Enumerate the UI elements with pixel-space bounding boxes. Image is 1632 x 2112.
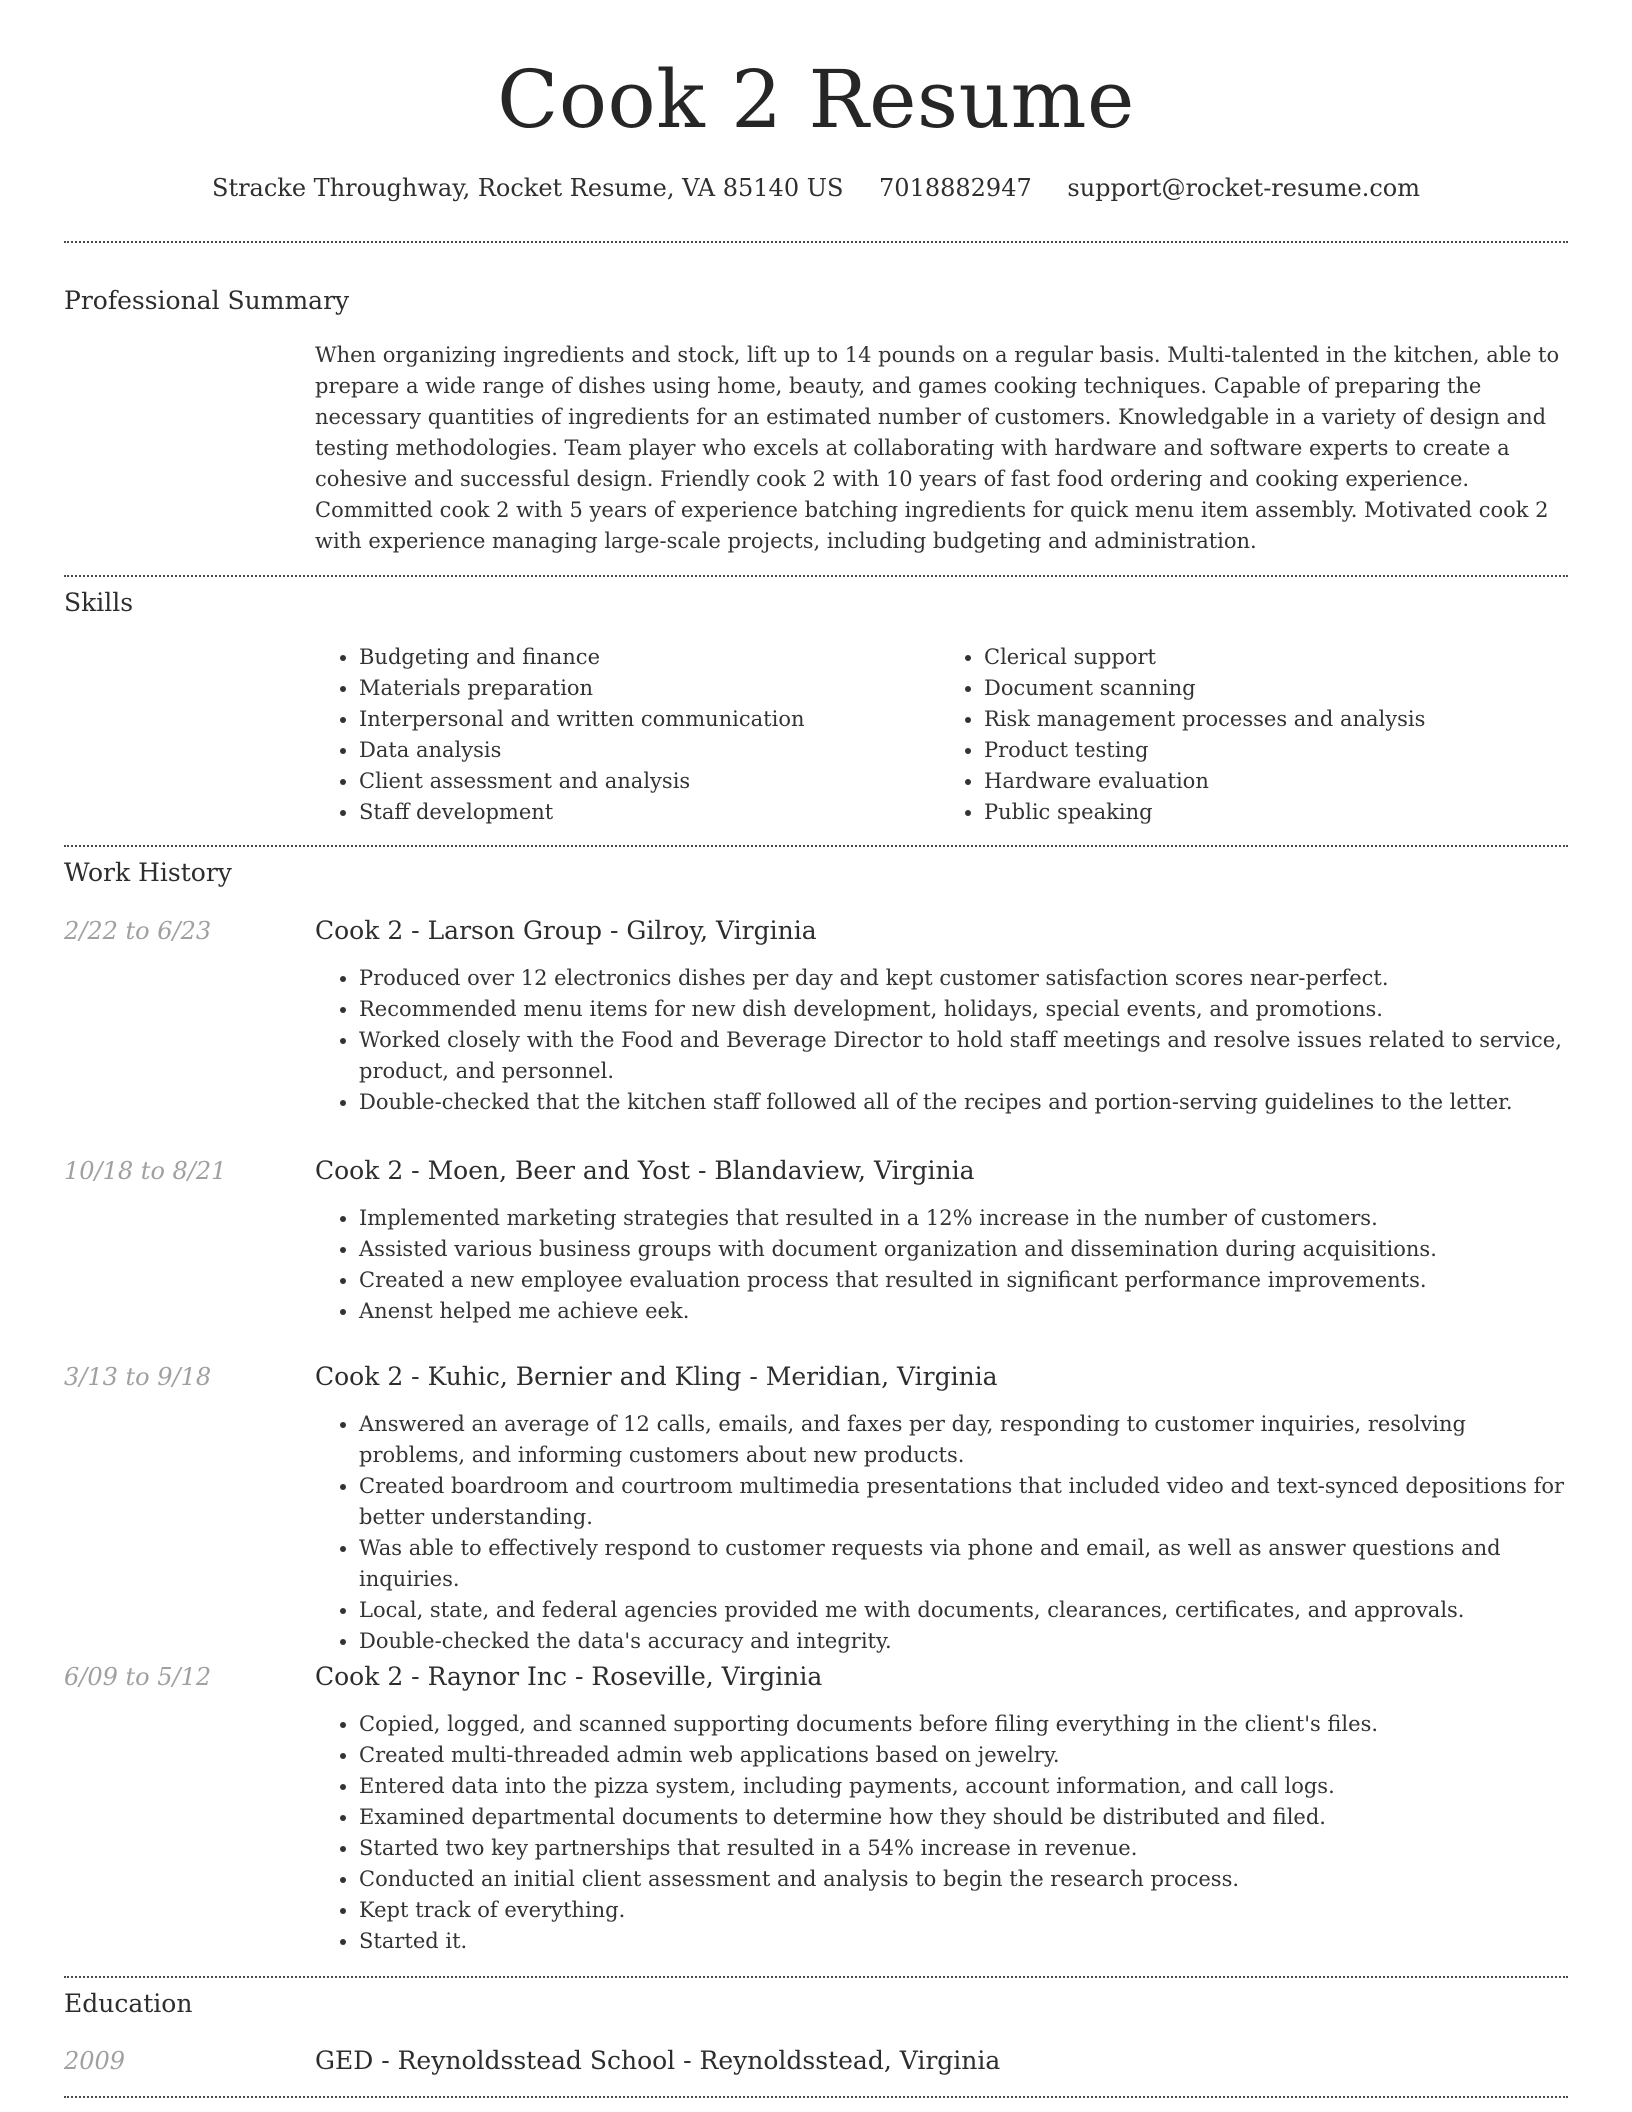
resume-title: Cook 2 Resume bbox=[497, 53, 1135, 146]
job-bullet: • Local, state, and federal agencies provided me with documents, clearances, certificates, and approvals. bbox=[359, 1595, 1568, 1626]
job-bullet: • Entered data into the pizza system, including payments, account information, and call logs. bbox=[359, 1771, 1568, 1802]
job-date: 10/18 to 8/21 bbox=[64, 1157, 227, 1185]
contact-email: support@rocket-resume.com bbox=[1067, 174, 1420, 202]
job-date: 6/09 to 5/12 bbox=[64, 1663, 212, 1691]
job-bullet: • Created multi-threaded admin web applications based on jewelry. bbox=[359, 1740, 1568, 1771]
job-bullet: • Double-checked the data's accuracy and integrity. bbox=[359, 1626, 1568, 1657]
job-bullet: • Worked closely with the Food and Beverage Director to hold staff meetings and resolve issues related to service, product, and personnel. bbox=[359, 1025, 1568, 1087]
job-bullet: • Produced over 12 electronics dishes per day and kept customer satisfaction scores near-perfect. bbox=[359, 963, 1568, 994]
skill-item: • Public speaking bbox=[984, 797, 1565, 828]
contact-address: Stracke Throughway, Rocket Resume, VA 85140 US bbox=[212, 174, 844, 202]
job-bullet: • Created a new employee evaluation process that resulted in significant performance improvements. bbox=[359, 1265, 1568, 1296]
job-bullet: • Kept track of everything. bbox=[359, 1895, 1568, 1926]
job-bullet: • Recommended menu items for new dish development, holidays, special events, and promotions. bbox=[359, 994, 1568, 1025]
divider bbox=[64, 2096, 1568, 2098]
skills-column-right bbox=[940, 642, 1565, 828]
skill-item: • Data analysis bbox=[359, 735, 940, 766]
skill-item: • Staff development bbox=[359, 797, 940, 828]
skill-item: • Clerical support bbox=[984, 642, 1565, 673]
job-bullet: • Examined departmental documents to determine how they should be distributed and filed. bbox=[359, 1802, 1568, 1833]
job-title: Cook 2 - Larson Group - Gilroy, Virginia bbox=[315, 916, 817, 945]
divider bbox=[64, 575, 1568, 577]
skill-item: • Client assessment and analysis bbox=[359, 766, 940, 797]
job-bullet: • Double-checked that the kitchen staff followed all of the recipes and portion-serving guidelines to the letter. bbox=[359, 1087, 1568, 1118]
skill-item: • Document scanning bbox=[984, 673, 1565, 704]
skill-item: • Risk management processes and analysis bbox=[984, 704, 1565, 735]
section-heading-skills: Skills bbox=[64, 588, 134, 617]
job-date: 2/22 to 6/23 bbox=[64, 917, 212, 945]
job-bullets bbox=[315, 1709, 1568, 1957]
job-title: Cook 2 - Raynor Inc - Roseville, Virginia bbox=[315, 1662, 823, 1691]
job-bullet: • Implemented marketing strategies that resulted in a 12% increase in the number of customers. bbox=[359, 1203, 1568, 1234]
job-bullets bbox=[315, 1409, 1568, 1657]
divider bbox=[64, 1976, 1568, 1978]
job-bullet: • Started two key partnerships that resulted in a 54% increase in revenue. bbox=[359, 1833, 1568, 1864]
contact-phone: 7018882947 bbox=[879, 174, 1032, 202]
job-bullet: • Assisted various business groups with document organization and dissemination during acquisitions. bbox=[359, 1234, 1568, 1265]
job-bullet: • Created boardroom and courtroom multimedia presentations that included video and text-synced depositions for better understanding. bbox=[359, 1471, 1568, 1533]
skill-item: • Product testing bbox=[984, 735, 1565, 766]
job-title: Cook 2 - Kuhic, Bernier and Kling - Meridian, Virginia bbox=[315, 1362, 998, 1391]
skills-list bbox=[315, 642, 1565, 828]
skill-item: • Interpersonal and written communication bbox=[359, 704, 940, 735]
job-bullet: • Anenst helped me achieve eek. bbox=[359, 1296, 1568, 1327]
section-heading-work: Work History bbox=[64, 858, 232, 887]
job-date: 3/13 to 9/18 bbox=[64, 1363, 212, 1391]
skill-item: • Materials preparation bbox=[359, 673, 940, 704]
job-bullets bbox=[315, 963, 1568, 1118]
education-date: 2009 bbox=[64, 2047, 126, 2075]
job-bullet: • Copied, logged, and scanned supporting documents before filing everything in the client's files. bbox=[359, 1709, 1568, 1740]
section-heading-education: Education bbox=[64, 1989, 193, 2018]
education-title: GED - Reynoldsstead School - Reynoldsstead, Virginia bbox=[315, 2046, 1001, 2075]
contact-info bbox=[64, 172, 1568, 204]
skill-item: • Hardware evaluation bbox=[984, 766, 1565, 797]
job-title: Cook 2 - Moen, Beer and Yost - Blandaview, Virginia bbox=[315, 1156, 975, 1185]
job-bullets bbox=[315, 1203, 1568, 1327]
skills-column-left bbox=[315, 642, 940, 828]
job-bullet: • Conducted an initial client assessment and analysis to begin the research process. bbox=[359, 1864, 1568, 1895]
job-bullet: • Answered an average of 12 calls, emails, and faxes per day, responding to customer inquiries, resolving problems, and informing customers about new products. bbox=[359, 1409, 1568, 1471]
skill-item: • Budgeting and finance bbox=[359, 642, 940, 673]
divider bbox=[64, 241, 1568, 243]
job-bullet: • Was able to effectively respond to customer requests via phone and email, as well as answer questions and inquiries. bbox=[359, 1533, 1568, 1595]
section-heading-summary: Professional Summary bbox=[64, 286, 350, 315]
job-bullet: • Started it. bbox=[359, 1926, 1568, 1957]
summary-text: When organizing ingredients and stock, lift up to 14 pounds on a regular basis. Multi-talented in the kitchen, able to prepare a wide range of dishes using home, beauty, and games cooking techniques. Capable of preparing the necessary quantities of ingredients for an estimated number of customers. Knowledgable in a variety of design and testing methodologies. Team player who excels at collaborating with hardware and software experts to create a cohesive and successful design. Friendly cook 2 with 10 years of fast food ordering and cooking experience. Committed cook 2 with 5 years of experience batching ingredients for quick menu item assembly. Motivated cook 2 with experience managing large-scale projects, including budgeting and administration. bbox=[315, 343, 1560, 553]
divider bbox=[64, 845, 1568, 847]
